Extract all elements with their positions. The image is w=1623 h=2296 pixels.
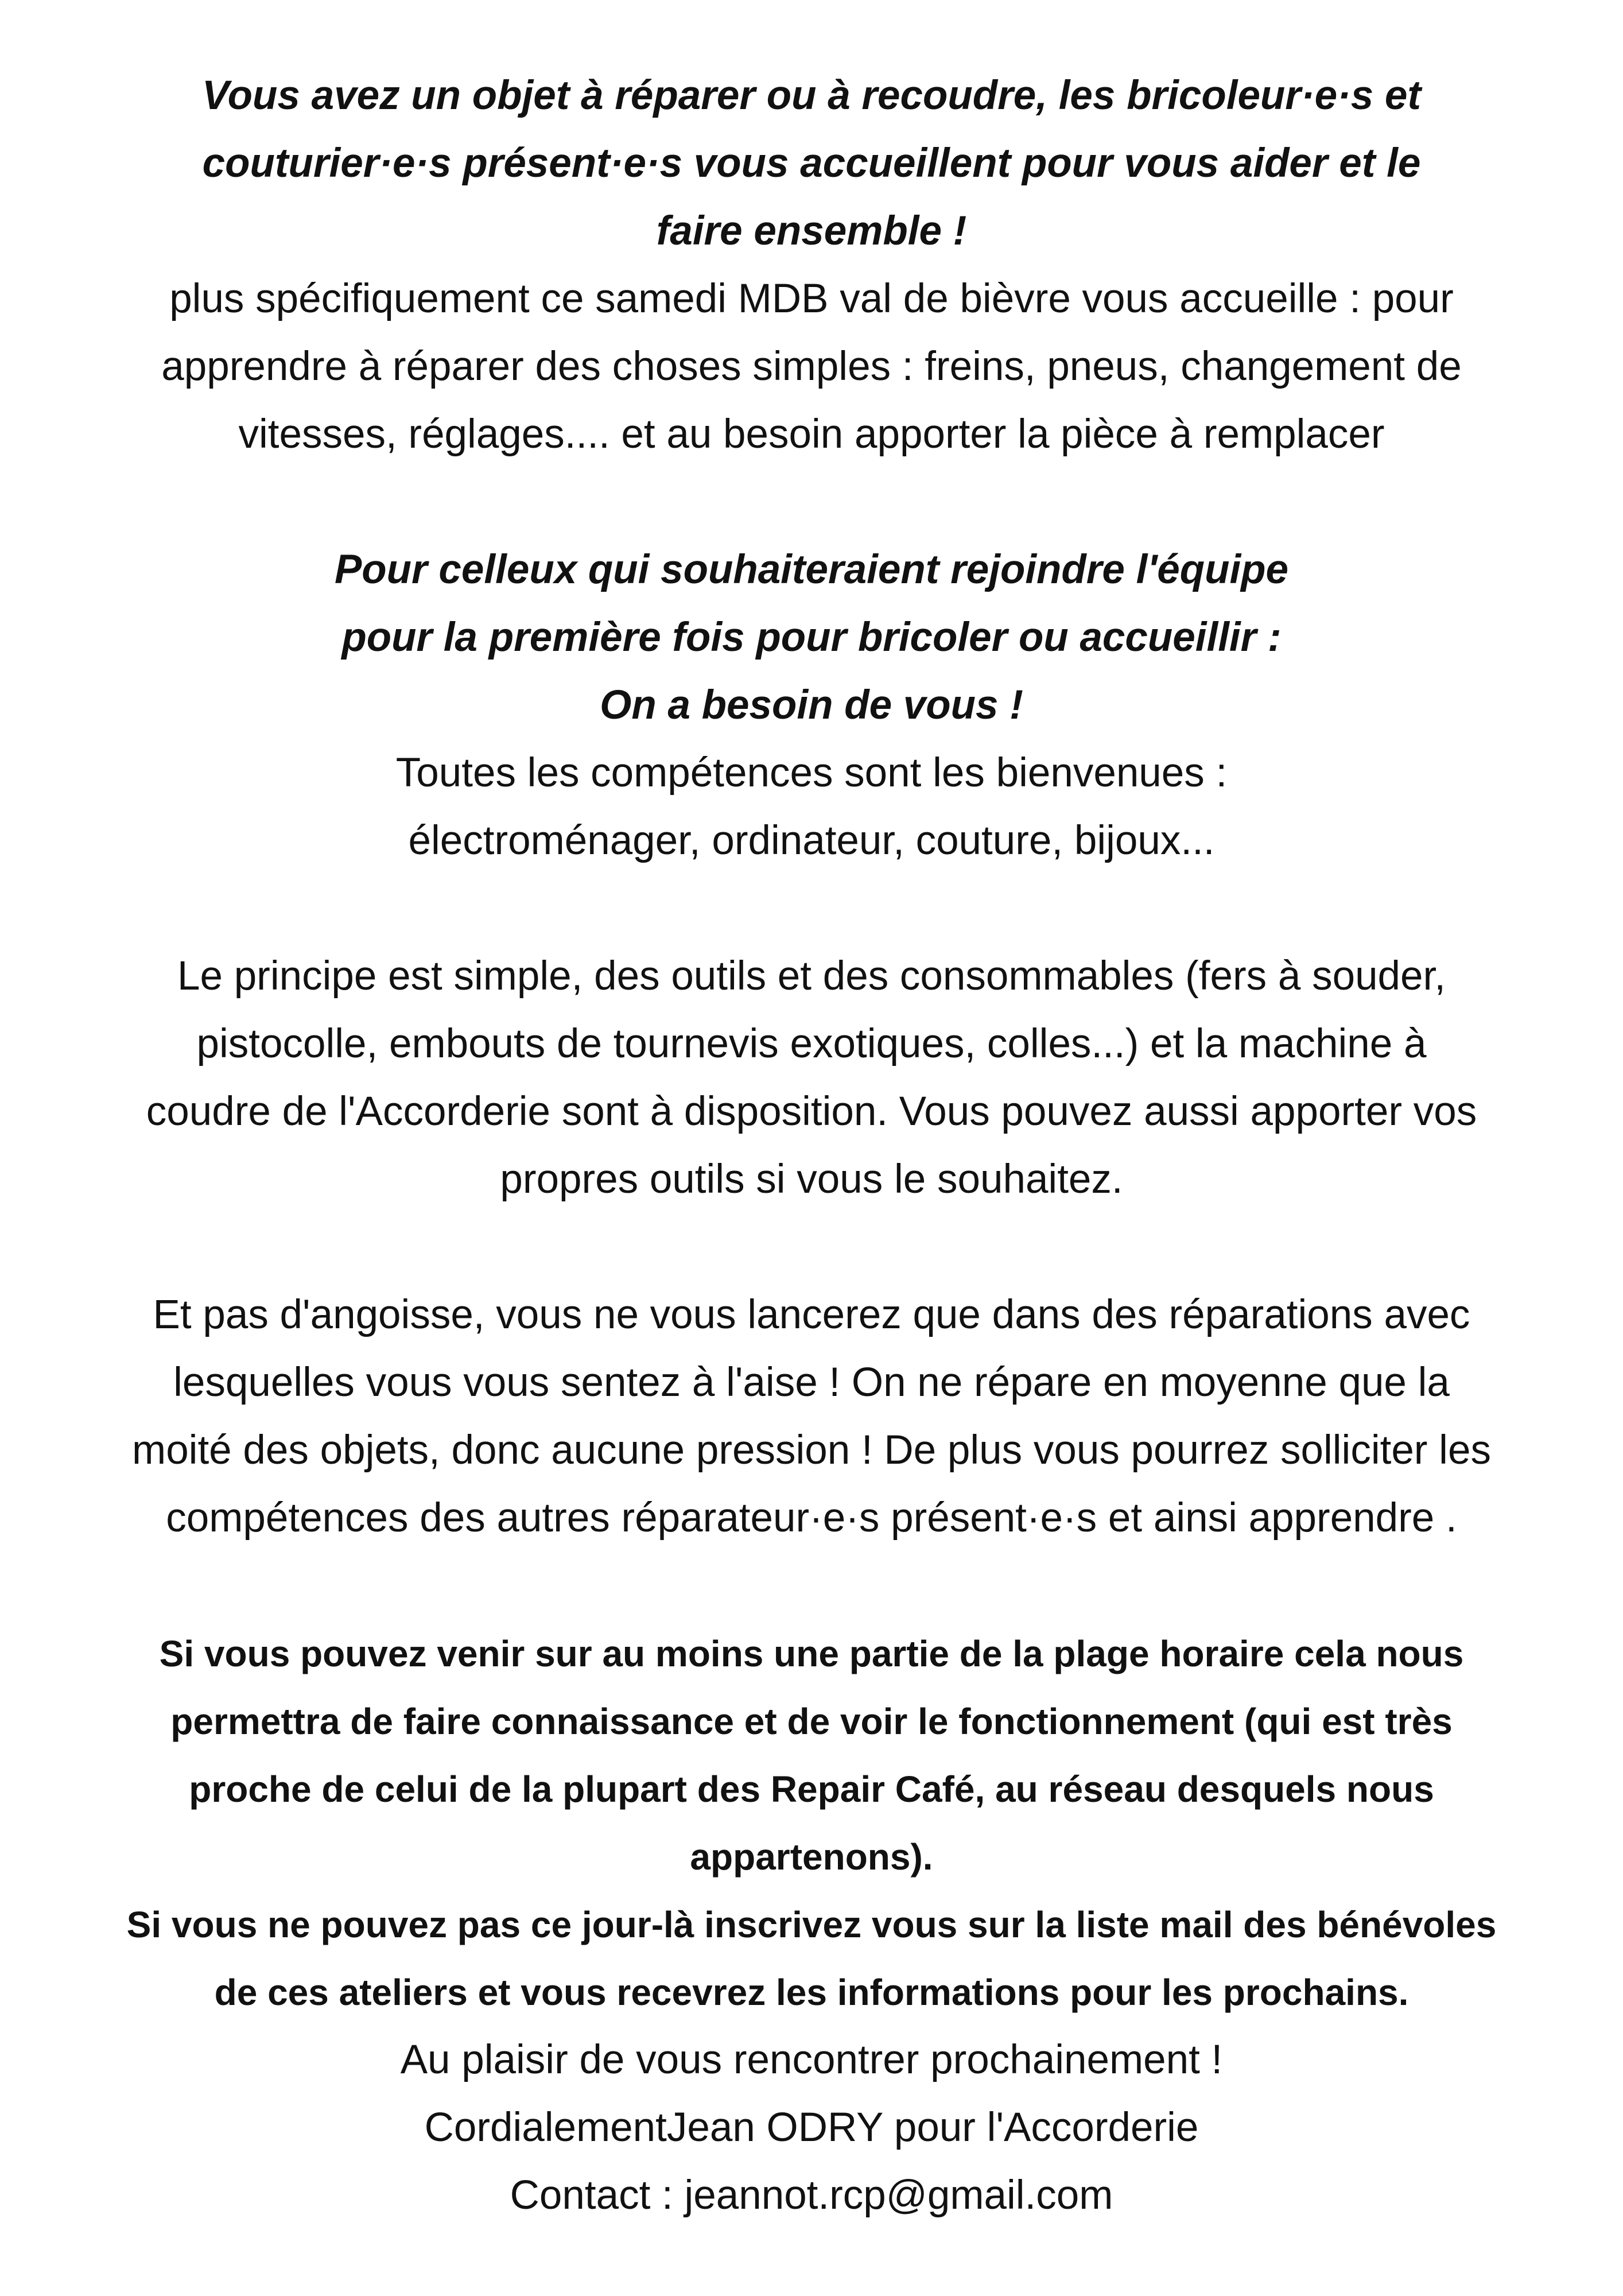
join-team-paragraph <box>0 536 1623 739</box>
skills-paragraph <box>0 739 1623 875</box>
mdb-paragraph <box>0 265 1623 468</box>
contact-email: Contact : jeannot.rcp@gmail.com <box>510 2173 1113 2218</box>
join-line: On a besoin de vous ! <box>600 682 1023 728</box>
mdb-line: plus spécifiquement ce samedi MDB val de bièvre vous accueille : pour <box>169 276 1454 321</box>
intro-line: Vous avez un objet à réparer ou à recoudre, les bricoleur·e·s et <box>201 73 1422 118</box>
schedule-line: proche de celui de la plupart des Repair Café, au réseau desquels nous <box>189 1768 1434 1810</box>
schedule-paragraph <box>0 1620 1623 2026</box>
anxiety-line: moité des objets, donc aucune pression ! De plus vous pourrez solliciter les <box>132 1428 1491 1473</box>
principle-line: coudre de l'Accorderie sont à disposition. Vous pouvez aussi apporter vos <box>146 1089 1477 1134</box>
mdb-line: vitesses, réglages.... et au besoin apporter la pièce à remplacer <box>238 412 1385 457</box>
intro-paragraph <box>0 62 1623 265</box>
paragraph-spacer <box>0 1213 1623 1281</box>
paragraph-spacer <box>0 875 1623 943</box>
intro-line: faire ensemble ! <box>656 208 967 254</box>
closing-signature: CordialementJean ODRY pour l'Accorderie <box>424 2105 1199 2150</box>
join-line: pour la première fois pour bricoler ou accueillir : <box>341 615 1282 660</box>
schedule-line: appartenons). <box>690 1836 933 1878</box>
join-line: Pour celleux qui souhaiteraient rejoindre l'équipe <box>334 547 1289 592</box>
schedule-line: Si vous ne pouvez pas ce jour-là inscrivez vous sur la liste mail des bénévoles <box>126 1904 1497 1945</box>
principle-line: pistocolle, embouts de tournevis exotiques, colles...) et la machine à <box>196 1021 1427 1066</box>
principle-line: Le principe est simple, des outils et des consommables (fers à souder, <box>177 953 1446 999</box>
skills-line: électroménager, ordinateur, couture, bijoux... <box>408 818 1215 863</box>
skills-line: Toutes les compétences sont les bienvenues : <box>395 750 1228 796</box>
principle-paragraph <box>0 943 1623 1213</box>
intro-line: couturier·e·s présent·e·s vous accueillent pour vous aider et le <box>202 141 1421 186</box>
anxiety-paragraph <box>0 1281 1623 1552</box>
paragraph-spacer <box>0 468 1623 536</box>
schedule-line: permettra de faire connaissance et de voir le fonctionnement (qui est très <box>170 1701 1453 1742</box>
anxiety-line: compétences des autres réparateur·e·s présent·e·s et ainsi apprendre . <box>166 1495 1457 1541</box>
mdb-line: apprendre à réparer des choses simples : freins, pneus, changement de <box>161 344 1462 389</box>
anxiety-line: Et pas d'angoisse, vous ne vous lancerez que dans des réparations avec <box>153 1292 1470 1337</box>
paragraph-spacer <box>0 1552 1623 1620</box>
schedule-line: de ces ateliers et vous recevrez les informations pour les prochains. <box>214 1972 1409 2013</box>
closing-greeting: Au plaisir de vous rencontrer prochainement ! <box>400 2037 1223 2082</box>
schedule-line: Si vous pouvez venir sur au moins une partie de la plage horaire cela nous <box>159 1633 1464 1674</box>
closing-paragraph <box>0 2026 1623 2229</box>
anxiety-line: lesquelles vous vous sentez à l'aise ! On ne répare en moyenne que la <box>173 1360 1450 1405</box>
principle-line: propres outils si vous le souhaitez. <box>500 1157 1123 1202</box>
